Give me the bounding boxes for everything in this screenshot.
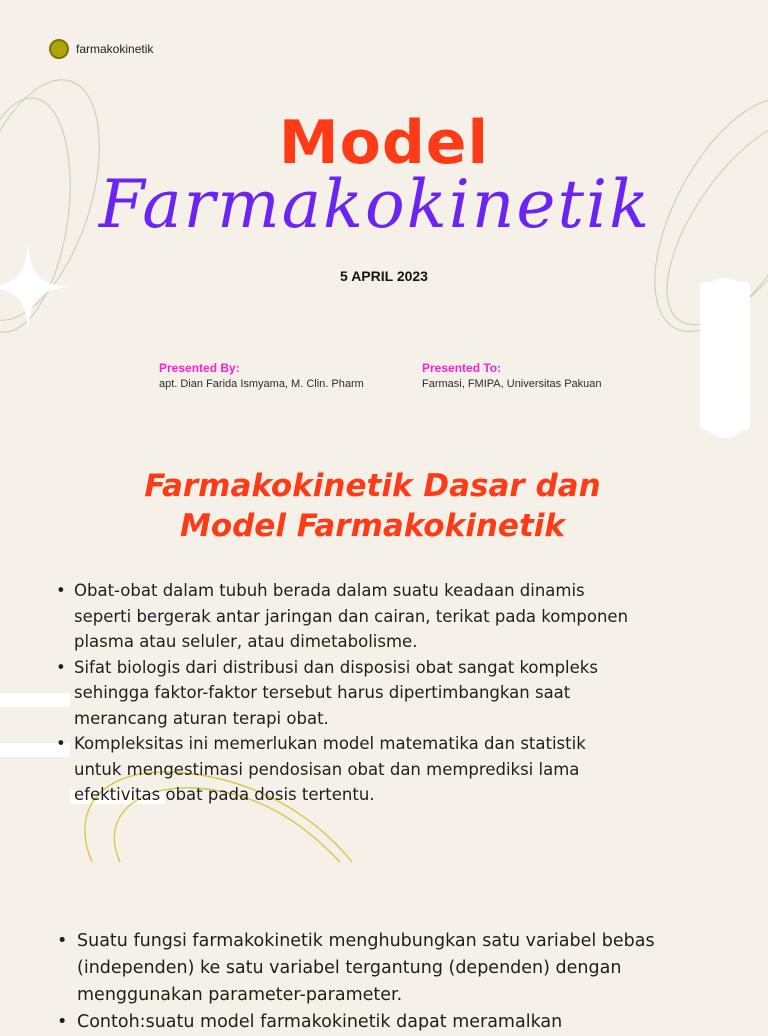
- bullet-line: Suatu fungsi farmakokinetik menghubungkan satu variabel bebas: [77, 931, 655, 951]
- presented-to-value: Farmasi, FMIPA, Universitas Pakuan: [422, 378, 602, 390]
- title-model: Model: [278, 108, 490, 178]
- bullet-item: [57, 928, 747, 1009]
- title-farmakokinetik: Farmakokinetik: [98, 166, 652, 243]
- bullet-line: merancang aturan terapi obat.: [74, 708, 329, 728]
- bullet-item: [56, 731, 696, 808]
- brand-logo-icon: [49, 39, 69, 59]
- bullet-line: seperti bergerak antar jaringan dan cairan, terikat pada komponen: [74, 606, 629, 626]
- presented-to-block: [422, 361, 602, 390]
- bullet-line: Kompleksitas ini memerlukan model matematika dan statistik: [74, 734, 586, 753]
- section-title-line-2: Model Farmakokinetik: [179, 508, 566, 544]
- brand-name: farmakokinetik: [76, 42, 154, 56]
- bullet-dot-icon: •: [56, 657, 66, 677]
- page-2-bullet-list: [57, 928, 747, 1036]
- bullet-list: [56, 578, 696, 808]
- bullet-dot-icon: •: [56, 581, 66, 600]
- stacked-circles: [700, 278, 750, 438]
- bullet-line: Contoh:suatu model farmakokinetik dapat meramalkan: [77, 1012, 563, 1032]
- bullet-line: untuk mengestimasi pendosisan obat dan memprediksi lama: [74, 759, 580, 779]
- presented-by-value: apt. Dian Farida Ismyama, M. Clin. Pharm: [159, 378, 364, 390]
- bullet-dot-icon: •: [57, 931, 68, 951]
- presented-by-block: [159, 361, 364, 390]
- bullet-line: sehingga faktor-faktor tersebut harus dipertimbangkan saat: [74, 683, 571, 702]
- bullet-line: (independen) ke satu variabel tergantung (dependen) dengan: [77, 958, 622, 978]
- presented-by-label: Presented By:: [159, 361, 240, 375]
- bullet-line: efektivitas obat pada dosis tertentu.: [74, 785, 375, 804]
- section-title-line-1: Farmakokinetik Dasar dan: [144, 468, 601, 504]
- bullet-dot-icon: •: [57, 1012, 68, 1032]
- bullet-line: menggunakan parameter-parameter.: [77, 985, 403, 1005]
- bullet-line: Sifat biologis dari distribusi dan disposisi obat sangat kompleks: [74, 657, 598, 677]
- presented-to-label: Presented To:: [422, 361, 502, 375]
- brand: [49, 39, 153, 59]
- presentation-date: 5 APRIL 2023: [340, 268, 428, 284]
- bullet-item: [56, 578, 696, 655]
- sparkle-star: [0, 243, 68, 330]
- bullet-item: [56, 655, 696, 732]
- bullet-line: Obat-obat dalam tubuh berada dalam suatu keadaan dinamis: [74, 581, 585, 600]
- bullet-line: plasma atau seluler, atau dimetabolisme.: [74, 632, 418, 651]
- bullet-dot-icon: •: [56, 734, 66, 753]
- bullet-item: [57, 1009, 747, 1036]
- section-title: [0, 466, 745, 546]
